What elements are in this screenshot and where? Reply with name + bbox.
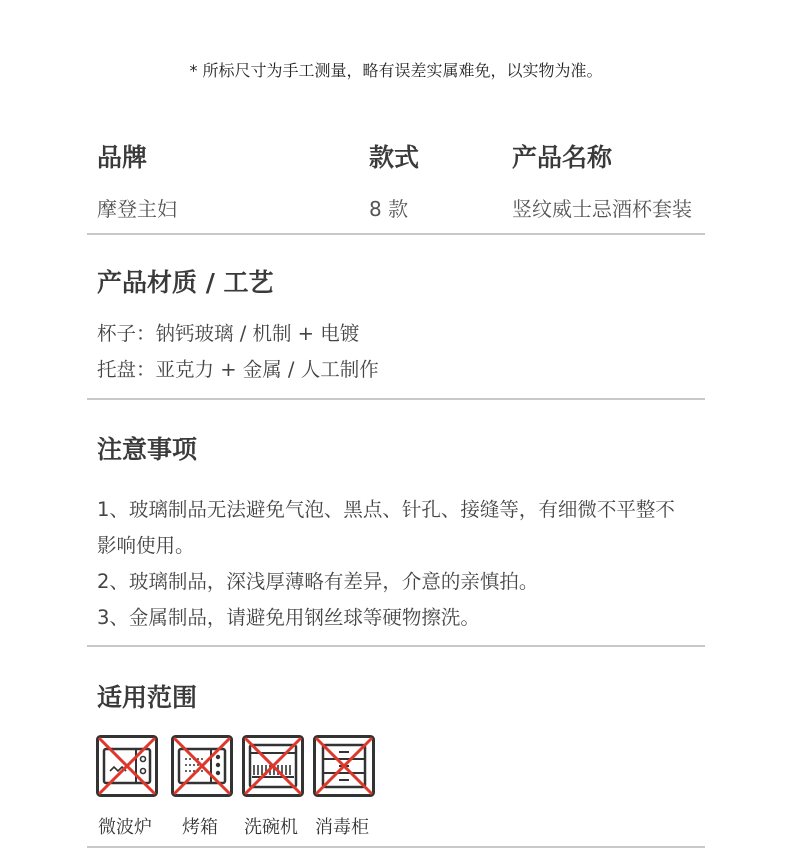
usage-label: 烤箱: [182, 817, 218, 838]
material-title: 产品材质 / 工艺: [97, 268, 274, 297]
usage-label: 洗碗机: [244, 817, 298, 838]
style-value: 8 款: [369, 197, 409, 221]
usage-label: 消毒柜: [315, 817, 369, 838]
usage-item-dishwasher: [242, 735, 304, 838]
product-name-value: 竖纹威士忌酒杯套装: [512, 197, 692, 221]
usage-item-sterilizer: [313, 735, 375, 838]
material-line: 杯子：钠钙玻璃 / 机制 + 电镀: [97, 322, 360, 345]
usage-label: 微波炉: [98, 817, 152, 838]
notice-line: 3、金属制品，请避免用钢丝球等硬物擦洗。: [97, 606, 480, 629]
divider: [87, 233, 705, 235]
oven-prohibited-icon: [171, 735, 233, 797]
material-line: 托盘：亚克力 + 金属 / 人工制作: [97, 358, 379, 381]
usage-title: 适用范围: [97, 683, 198, 712]
notice-title: 注意事项: [97, 435, 198, 464]
divider: [87, 645, 705, 647]
brand-header: 品牌: [97, 143, 148, 172]
notice-line: 1、玻璃制品无法避免气泡、黑点、针孔、接缝等，有细微不平整不: [97, 498, 675, 521]
divider: [87, 398, 705, 400]
usage-item-microwave: [96, 735, 158, 838]
microwave-prohibited-icon: [96, 735, 158, 797]
notice-line: 影响使用。: [97, 534, 195, 557]
style-header: 款式: [369, 143, 420, 172]
dishwasher-prohibited-icon: [242, 735, 304, 797]
disclaimer-note: * 所标尺寸为手工测量，略有误差实属难免，以实物为准。: [189, 61, 603, 80]
usage-item-oven: [171, 735, 233, 838]
product-name-header: 产品名称: [512, 143, 613, 172]
brand-value: 摩登主妇: [97, 197, 177, 221]
divider: [87, 846, 705, 848]
notice-line: 2、玻璃制品，深浅厚薄略有差异，介意的亲慎拍。: [97, 570, 539, 593]
sterilizer-prohibited-icon: [313, 735, 375, 797]
